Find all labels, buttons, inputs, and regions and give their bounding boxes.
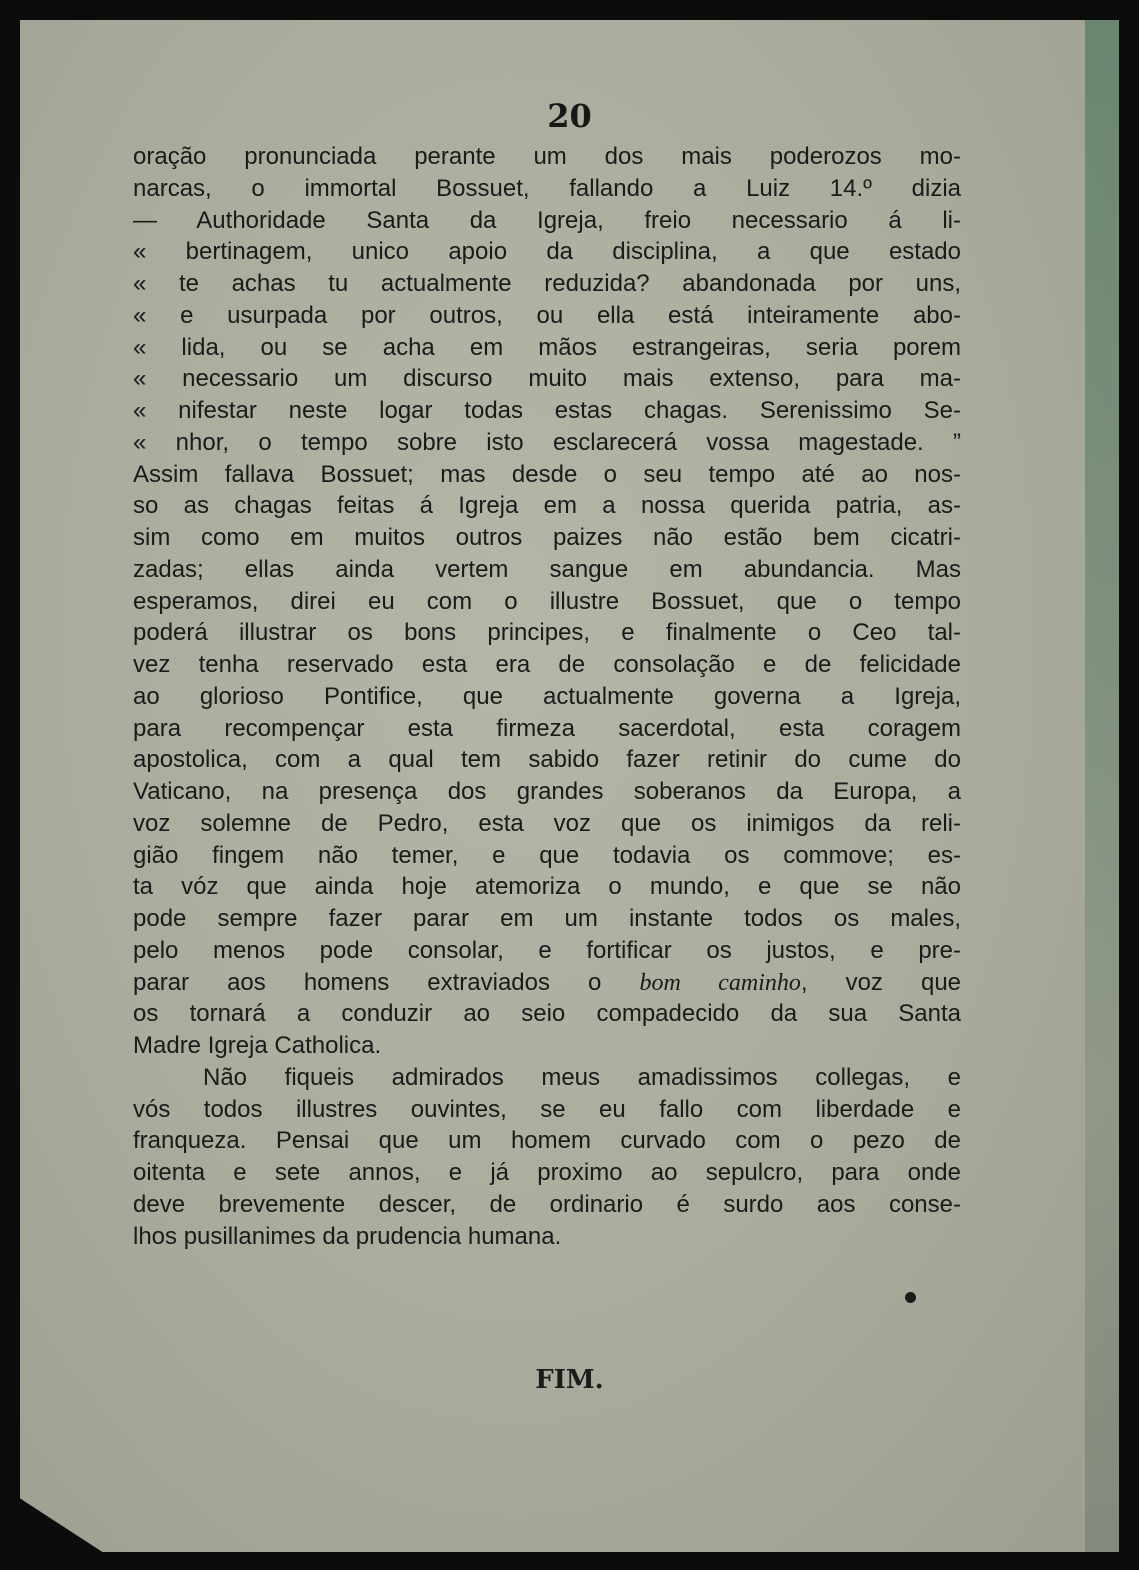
text-line: pelo menos pode consolar, e fortificar os justos, e pre-	[133, 936, 961, 964]
text-line: « e usurpada por outros, ou ella está inteiramente abo-	[133, 301, 961, 329]
ink-dot	[905, 1292, 916, 1303]
italic-phrase: bom caminho	[639, 969, 801, 996]
text-line-with-italic	[133, 967, 961, 999]
text-line: « nifestar neste logar todas estas chagas. Serenissimo Se-	[133, 397, 961, 424]
text-line: oitenta e sete annos, e já proximo ao sepulcro, para onde	[133, 1159, 961, 1186]
text-line: os tornará a conduzir ao seio compadecido da sua Santa	[133, 1000, 961, 1028]
text-line: esperamos, direi eu com o illustre Bossuet, que o tempo	[133, 587, 961, 615]
text-line: apostolica, com a qual tem sabido fazer retinir do cume do	[133, 746, 961, 774]
text-line: lhos pusillanimes da prudencia humana.	[133, 1222, 562, 1250]
text-line: zadas; ellas ainda vertem sangue em abundancia. Mas	[133, 555, 961, 583]
paragraph-start-line: Não fiqueis admirados meus amadissimos collegas, e	[203, 1063, 961, 1091]
text-line: — Authoridade Santa da Igreja, freio necessario á li-	[133, 206, 961, 234]
text-line: Madre Igreja Catholica.	[133, 1032, 382, 1059]
text-line: ao glorioso Pontifice, que actualmente governa a Igreja,	[133, 682, 961, 710]
text-line: « bertinagem, unico apoio da disciplina, a que estado	[133, 238, 961, 266]
text-line: poderá illustrar os bons principes, e finalmente o Ceo tal-	[133, 619, 961, 647]
text-line: voz solemne de Pedro, esta voz que os inimigos da reli-	[133, 809, 961, 837]
text-line: « nhor, o tempo sobre isto esclarecerá vossa magestade. ”	[133, 428, 961, 456]
text-line: « te achas tu actualmente reduzida? abandonada por uns,	[133, 270, 961, 297]
text-line: deve brevemente descer, de ordinario é surdo aos conse-	[133, 1190, 961, 1218]
text-line: franqueza. Pensai que um homem curvado com o pezo de	[133, 1127, 961, 1155]
text-line: para recompençar esta firmeza sacerdotal, esta coragem	[133, 714, 961, 742]
text-line: pode sempre fazer parar em um instante todos os males,	[133, 905, 961, 932]
text-line: « lida, ou se acha em mãos estrangeiras, seria porem	[133, 333, 961, 361]
text-line: Assim fallava Bossuet; mas desde o seu tempo até ao nos-	[133, 460, 961, 488]
text-line: oração pronunciada perante um dos mais poderozos mo-	[133, 143, 961, 170]
text-line: Vaticano, na presença dos grandes soberanos da Europa, a	[133, 778, 961, 805]
text-line: « necessario um discurso muito mais extenso, para ma-	[133, 365, 961, 393]
closing-fim: FIM.	[535, 1365, 604, 1395]
text-segment: , voz que	[800, 968, 961, 996]
water-stain	[1085, 20, 1119, 1552]
text-line: vós todos illustres ouvintes, se eu fallo com liberdade e	[133, 1095, 961, 1123]
text-line: ta vóz que ainda hoje atemoriza o mundo, e que se não	[133, 873, 961, 901]
text-line: sim como em muitos outros paizes não estão bem cicatri-	[133, 524, 961, 551]
text-line: vez tenha reservado esta era de consolação e de felicidade	[133, 651, 961, 678]
text-segment: parar aos homens extraviados o	[133, 968, 602, 996]
page-number: 20	[547, 97, 592, 135]
text-line: so as chagas feitas á Igreja em a nossa querida patria, as-	[133, 492, 961, 520]
body-text	[133, 141, 961, 1252]
text-line: gião fingem não temer, e que todavia os commove; es-	[133, 841, 961, 869]
text-line: narcas, o immortal Bossuet, fallando a Luiz 14.º dizia	[133, 174, 961, 202]
